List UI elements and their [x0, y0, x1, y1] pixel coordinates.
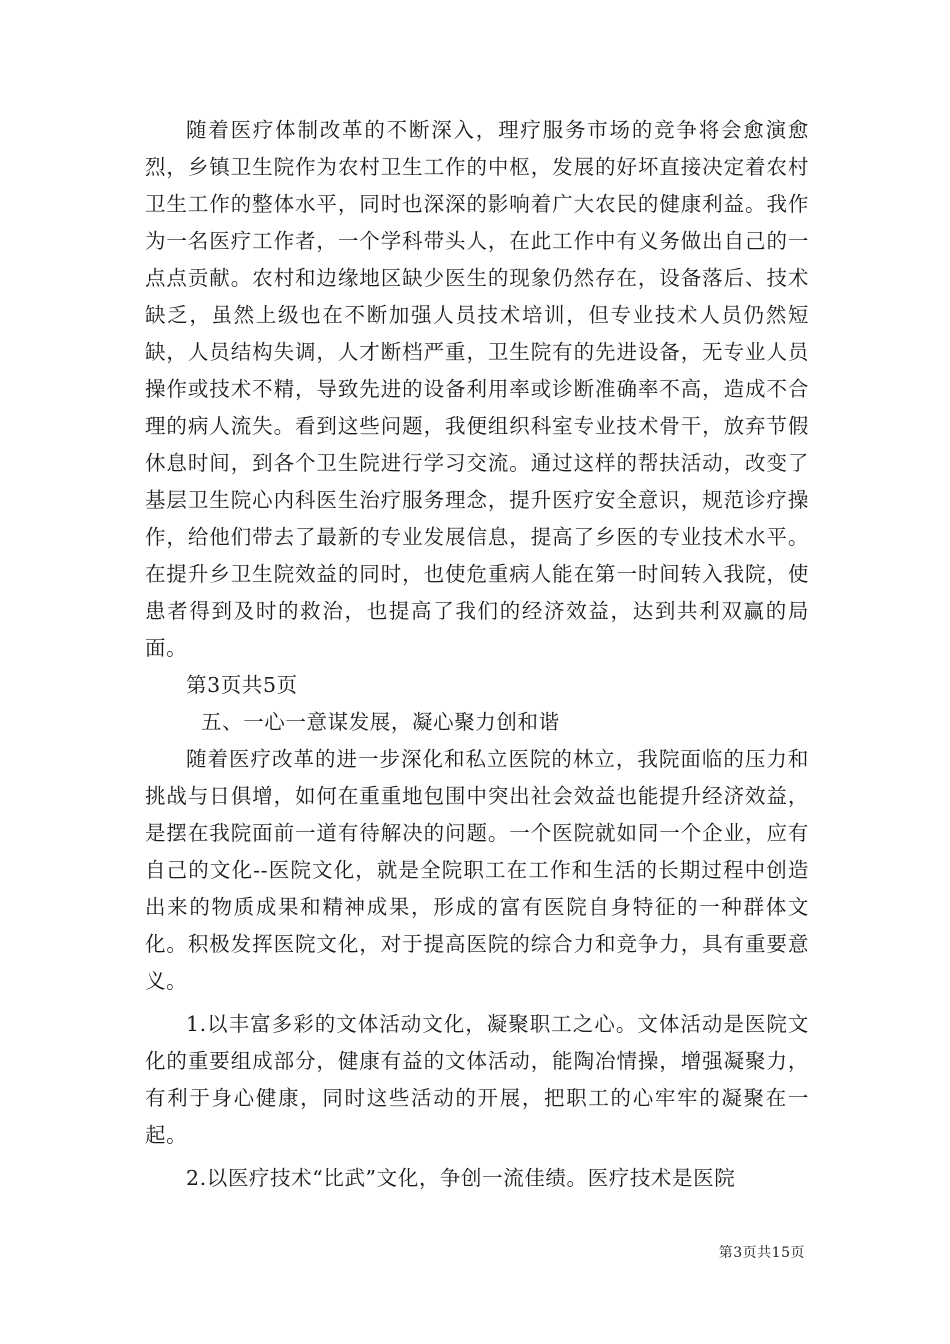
paragraph-item-1: 1.以丰富多彩的文体活动文化，凝聚职工之心。文体活动是医院文化的重要组成部分，健康有益的文体活动，能陶冶情操，增强凝聚力，有利于身心健康，同时这些活动的开展，把职工的心牢牢的凝聚在一起。: [145, 1012, 809, 1147]
section-heading: 五、一心一意谋发展，凝心聚力创和谐: [201, 710, 560, 734]
page-footer: 第3页共15页: [718, 1245, 805, 1261]
inline-page-marker: 第3页共5页: [186, 673, 298, 697]
paragraph-item-2: 2.以医疗技术“比武”文化，争创一流佳绩。医疗技术是医院: [186, 1166, 736, 1190]
document-body: [145, 112, 809, 1197]
paragraph-rural-health: 随着医疗体制改革的不断深入，理疗服务市场的竞争将会愈演愈烈，乡镇卫生院作为农村卫生工作的中枢，发展的好坏直接决定着农村卫生工作的整体水平，同时也深深的影响着广大农民的健康利益。我作为一名医疗工作者，一个学科带头人，在此工作中有义务做出自己的一点点贡献。农村和边缘地区缺少医生的现象仍然存在，设备落后、技术缺乏，虽然上级也在不断加强人员技术培训，但专业技术人员仍然短缺，人员结构失调，人才断档严重，卫生院有的先进设备，无专业人员操作或技术不精，导致先进的设备利用率或诊断准确率不高，造成不合理的病人流失。看到这些问题，我便组织科室专业技术骨干，放弃节假休息时间，到各个卫生院进行学习交流。通过这样的帮扶活动，改变了基层卫生院心内科医生治疗服务理念，提升医疗安全意识，规范诊疗操作，给他们带去了最新的专业发展信息，提高了乡医的专业技术水平。在提升乡卫生院效益的同时，也使危重病人能在第一时间转入我院，使患者得到及时的救治，也提高了我们的经济效益，达到共利双赢的局面。: [145, 118, 809, 660]
paragraph-hospital-culture: 随着医疗改革的进一步深化和私立医院的林立，我院面临的压力和挑战与日俱增，如何在重重地包围中突出社会效益也能提升经济效益，是摆在我院面前一道有待解决的问题。一个医院就如同一个企业，应有自己的文化--医院文化，就是全院职工在工作和生活的长期过程中创造出来的物质成果和精神成果，形成的富有医院自身特征的一种群体文化。积极发挥医院文化，对于提高医院的综合力和竞争力，具有重要意义。: [145, 747, 809, 993]
